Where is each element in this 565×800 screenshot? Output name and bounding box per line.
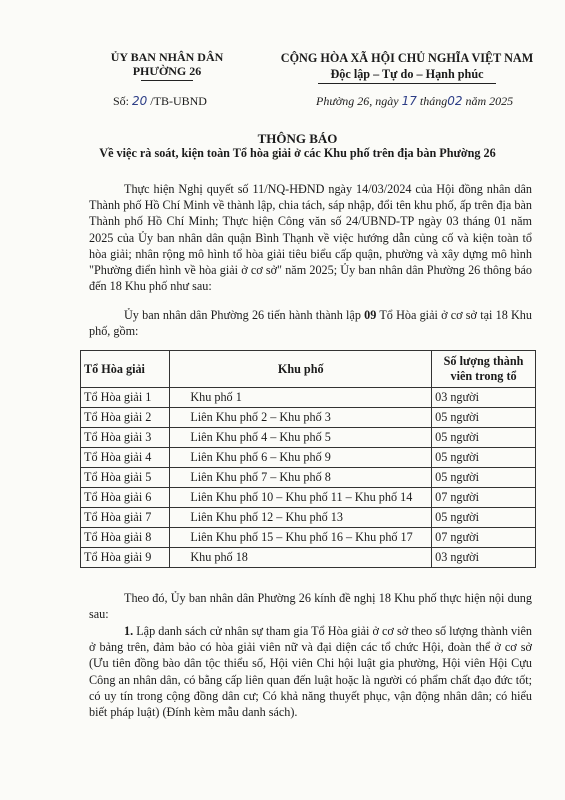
group-count: 09	[364, 308, 377, 322]
doc-number-handwritten: 20	[132, 94, 148, 108]
member-count-cell: 07 người	[432, 528, 536, 548]
table-row	[81, 468, 536, 488]
neighborhood-cell: Liên Khu phố 7 – Khu phố 8	[170, 468, 432, 488]
table-row	[81, 388, 536, 408]
member-count-cell: 05 người	[432, 428, 536, 448]
place-date-prefix: Phường 26, ngày	[316, 94, 399, 108]
table-row	[81, 448, 536, 468]
header-group: Tổ Hòa giải	[81, 351, 170, 388]
group-cell: Tổ Hòa giải 6	[81, 488, 170, 508]
year-text: năm 2025	[465, 94, 514, 108]
national-motto: Độc lập – Tự do – Hạnh phúc	[330, 67, 484, 81]
neighborhood-cell: Liên Khu phố 15 – Khu phố 16 – Khu phố 17	[170, 528, 432, 548]
table-row	[81, 508, 536, 528]
member-count-cell: 03 người	[432, 548, 536, 568]
doc-number-suffix: /TB-UBND	[150, 94, 207, 108]
group-cell: Tổ Hòa giải 8	[81, 528, 170, 548]
national-header	[262, 50, 552, 84]
establishment-text-before: Ủy ban nhân dân Phường 26 tiến hành thành lập	[124, 308, 365, 322]
mediation-groups-table	[80, 350, 536, 568]
member-count-cell: 07 người	[432, 488, 536, 508]
group-cell: Tổ Hòa giải 5	[81, 468, 170, 488]
month-handwritten: 02	[447, 94, 463, 108]
request-paragraph: Theo đó, Ủy ban nhân dân Phường 26 kính đề nghị 18 Khu phố thực hiện nội dung sau:	[89, 591, 532, 622]
group-cell: Tổ Hòa giải 4	[81, 448, 170, 468]
document-subtitle: Về việc rà soát, kiện toàn Tổ hòa giải ở các Khu phố trên địa bàn Phường 26	[99, 146, 496, 160]
task-text: Lập danh sách cử nhân sự tham gia Tổ Hòa giải ở cơ sở theo số lượng thành viên ở bảng trên, đảm bảo có hòa giải viên nữ và đại diện các tổ chức Hội, đoàn thể ở cơ sở (Ưu tiên đồng bào dân tộc thiểu số, Hội viên Chi hội luật gia phường, Hội viên Hội Cựu Công an nhân dân, có bằng cấp liên quan đến luật hoặc là người có phẩm chất đạo đức tốt; có uy tín trong cộng đồng dân cư; Có khả năng thuyết phục, vận động nhân dân; có hiểu biết pháp luật) (Đính kèm mẫu danh sách).	[89, 624, 532, 720]
establishment-paragraph	[89, 307, 532, 339]
task-item-1	[89, 623, 532, 720]
neighborhood-cell: Liên Khu phố 2 – Khu phố 3	[170, 408, 432, 428]
agency-name-line2: PHƯỜNG 26	[132, 64, 202, 78]
neighborhood-cell: Khu phố 1	[170, 388, 432, 408]
group-cell: Tổ Hòa giải 1	[81, 388, 170, 408]
month-label: tháng	[419, 94, 448, 108]
table-header-row	[81, 351, 536, 388]
document-number	[113, 94, 207, 109]
place-date	[316, 94, 513, 109]
header-neighborhood: Khu phố	[170, 351, 432, 388]
table-row	[81, 408, 536, 428]
table-row	[81, 488, 536, 508]
group-cell: Tổ Hòa giải 7	[81, 508, 170, 528]
day-handwritten: 17	[401, 94, 417, 108]
intro-paragraph: Thực hiện Nghị quyết số 11/NQ-HĐND ngày 14/03/2024 của Hội đồng nhân dân Thành phố Hồ Chí Minh về thành lập, chia tách, sáp nhập, đổi tên khu phố, ấp trên địa bàn Thành phố Hồ Chí Minh; Thực hiện Công văn số 24/UBND-TP ngày 03 tháng 01 năm 2025 của Ủy ban nhân dân quận Bình Thạnh về việc hướng dẫn củng cố và kiện toàn tổ hòa giải; nhân rộng mô hình tổ hòa giải tiêu biểu cấp quận, phường và xây dựng mô hình "Phường điển hình về hòa giải ở cơ sở" năm 2025; Ủy ban nhân dân Phường 26 thông báo đến 18 Khu phố như sau:	[89, 182, 532, 294]
doc-number-prefix: Số:	[113, 94, 130, 108]
group-cell: Tổ Hòa giải 9	[81, 548, 170, 568]
member-count-cell: 05 người	[432, 448, 536, 468]
member-count-cell: 05 người	[432, 508, 536, 528]
agency-name-line1: ỦY BAN NHÂN DÂN	[110, 50, 224, 64]
neighborhood-cell: Liên Khu phố 6 – Khu phố 9	[170, 448, 432, 468]
task-number: 1.	[124, 624, 134, 638]
member-count-cell: 03 người	[432, 388, 536, 408]
table-row	[81, 548, 536, 568]
table-row	[81, 428, 536, 448]
group-cell: Tổ Hòa giải 2	[81, 408, 170, 428]
document-title: THÔNG BÁO	[257, 131, 338, 146]
neighborhood-cell: Liên Khu phố 10 – Khu phố 11 – Khu phố 14	[170, 488, 432, 508]
motto-underline	[318, 83, 496, 84]
neighborhood-cell: Khu phố 18	[170, 548, 432, 568]
header-member-count: Số lượng thành viên trong tổ	[432, 351, 536, 388]
member-count-cell: 05 người	[432, 468, 536, 488]
group-cell: Tổ Hòa giải 3	[81, 428, 170, 448]
agency-underline	[141, 80, 193, 81]
member-count-cell: 05 người	[432, 408, 536, 428]
establishment-text-after: Tổ Hòa giải ở cơ sở tại 18 Khu phố, gồm:	[89, 308, 532, 339]
nation-name: CỘNG HÒA XÃ HỘI CHỦ NGHĨA VIỆT NAM	[280, 51, 534, 65]
table-row	[81, 528, 536, 548]
neighborhood-cell: Liên Khu phố 4 – Khu phố 5	[170, 428, 432, 448]
issuing-agency	[92, 50, 242, 81]
neighborhood-cell: Liên Khu phố 12 – Khu phố 13	[170, 508, 432, 528]
